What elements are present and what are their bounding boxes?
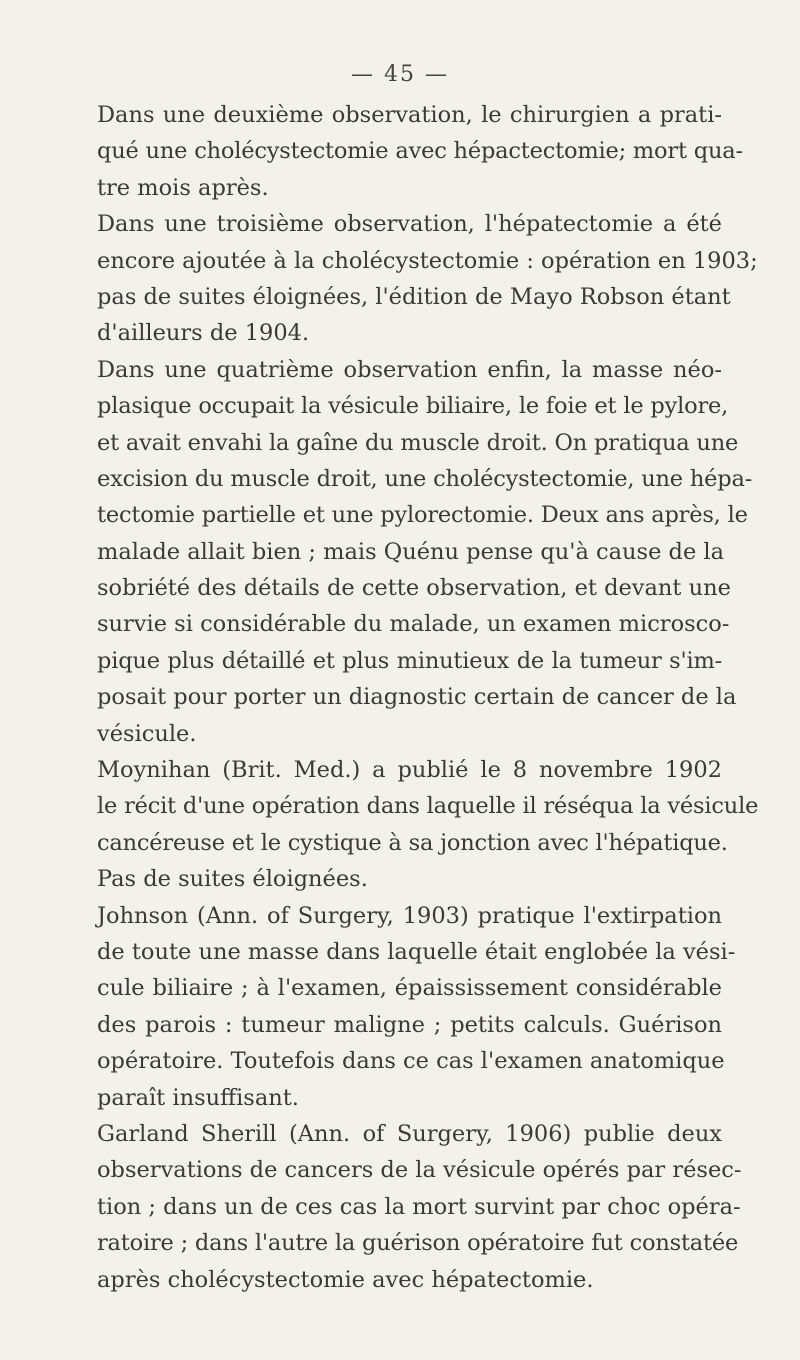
text-line: encore ajoutée à la cholécystectomie : opération en 1903;: [97, 247, 758, 274]
text-line: Dans une deuxième observation, le chirurgien a prati-: [97, 102, 722, 128]
text-line: Dans une quatrième observation enfin, la masse néo-: [97, 356, 722, 383]
text-line: opératoire. Toutefois dans ce cas l'examen anatomique: [97, 1048, 725, 1075]
text-line: Johnson (Ann. of Surgery, 1903) pratique l'extirpation: [97, 902, 722, 929]
text-line: survie si considérable du malade, un examen microsco-: [97, 611, 730, 638]
text-line: plasique occupait la vésicule biliaire, le foie et le pylore,: [97, 393, 729, 420]
text-line: malade allait bien ; mais Quénu pense qu'à cause de la: [97, 538, 725, 565]
page-number: — 45 —: [351, 62, 449, 87]
text-line: après cholécystectomie avec hépatectomie.: [97, 1266, 594, 1293]
text-line: d'ailleurs de 1904.: [97, 320, 310, 347]
text-line: paraît insuffisant.: [97, 1084, 299, 1111]
text-line: Pas de suites éloignées.: [97, 866, 368, 893]
text-line: cule biliaire ; à l'examen, épaississement considérable: [97, 975, 722, 1002]
text-line: tre mois après.: [97, 174, 269, 201]
text-line: et avait envahi la gaîne du muscle droit. On pratiqua une: [97, 429, 739, 456]
body-text: [97, 97, 759, 1298]
text-line: qué une cholécystectomie avec hépactectomie; mort qua-: [97, 138, 743, 165]
text-line: tectomie partielle et une pylorectomie. Deux ans après, le: [97, 502, 748, 529]
text-line: des parois : tumeur maligne ; petits calculs. Guérison: [97, 1011, 722, 1038]
text-line: cancéreuse et le cystique à sa jonction avec l'hépatique.: [97, 829, 728, 856]
text-line: vésicule.: [97, 720, 197, 747]
text-line: pique plus détaillé et plus minutieux de la tumeur s'im-: [97, 647, 722, 674]
text-line: Moynihan (Brit. Med.) a publié le 8 novembre 1902: [97, 757, 722, 784]
text-line: tion ; dans un de ces cas la mort survint par choc opéra-: [97, 1193, 741, 1220]
text-line: pas de suites éloignées, l'édition de Mayo Robson étant: [97, 283, 731, 310]
text-line: posait pour porter un diagnostic certain de cancer de la: [97, 684, 737, 711]
text-line: sobriété des détails de cette observation, et devant une: [97, 575, 731, 602]
text-line: Garland Sherill (Ann. of Surgery, 1906) publie deux: [97, 1120, 722, 1147]
text-line: le récit d'une opération dans laquelle il réséqua la vésicule: [97, 793, 759, 820]
text-line: de toute une masse dans laquelle était englobée la vési-: [97, 938, 736, 965]
text-line: ratoire ; dans l'autre la guérison opératoire fut constatée: [97, 1230, 739, 1257]
text-line: observations de cancers de la vésicule opérés par résec-: [97, 1157, 742, 1184]
text-line: Dans une troisième observation, l'hépatectomie a été: [97, 211, 722, 238]
text-line: excision du muscle droit, une cholécystectomie, une hépa-: [97, 465, 753, 492]
